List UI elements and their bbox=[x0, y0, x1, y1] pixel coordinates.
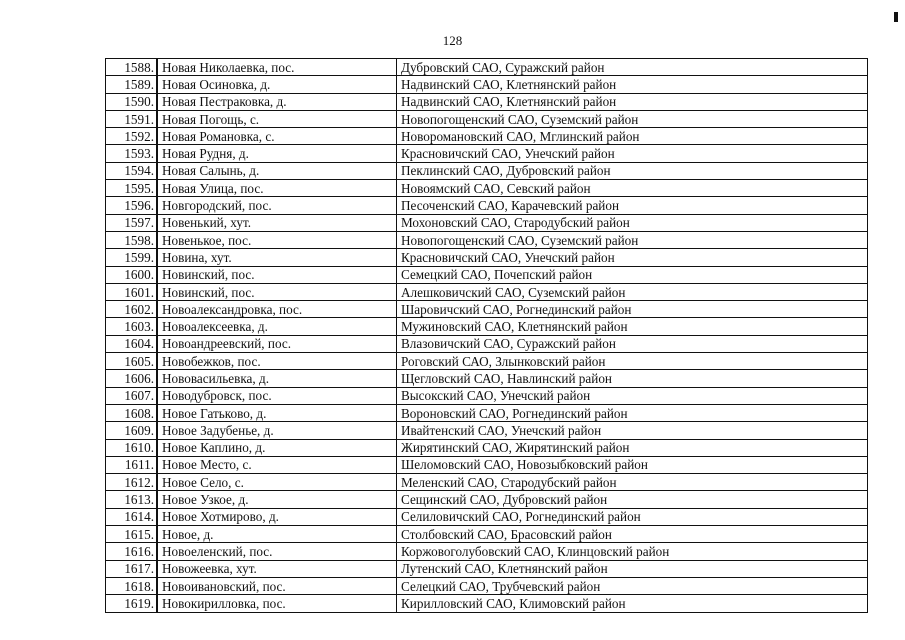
row-number: 1591. bbox=[106, 110, 158, 127]
district-name: Селецкий САО, Трубчевский район bbox=[397, 577, 868, 594]
table-row bbox=[106, 59, 868, 76]
settlements-table bbox=[105, 58, 868, 613]
district-name: Меленский САО, Стародубский район bbox=[397, 474, 868, 491]
table-row bbox=[106, 180, 868, 197]
settlement-name: Новое Задубенье, д. bbox=[157, 422, 397, 439]
settlement-name: Новожеевка, хут. bbox=[157, 560, 397, 577]
row-number: 1614. bbox=[106, 508, 158, 525]
settlement-name: Новое Хотмирово, д. bbox=[157, 508, 397, 525]
settlement-name: Новое Узкое, д. bbox=[157, 491, 397, 508]
row-number: 1596. bbox=[106, 197, 158, 214]
table-row bbox=[106, 110, 868, 127]
table-row bbox=[106, 93, 868, 110]
row-number: 1595. bbox=[106, 180, 158, 197]
table-row bbox=[106, 543, 868, 560]
district-name: Лутенский САО, Клетнянский район bbox=[397, 560, 868, 577]
settlement-name: Новое Село, с. bbox=[157, 474, 397, 491]
table-row bbox=[106, 76, 868, 93]
row-number: 1605. bbox=[106, 353, 158, 370]
district-name: Новоромановский САО, Мглинский район bbox=[397, 128, 868, 145]
row-number: 1608. bbox=[106, 404, 158, 421]
table-row bbox=[106, 560, 868, 577]
settlement-name: Новая Николаевка, пос. bbox=[157, 59, 397, 76]
district-name: Шеломовский САО, Новозыбковский район bbox=[397, 456, 868, 473]
settlement-name: Новгородский, пос. bbox=[157, 197, 397, 214]
row-number: 1615. bbox=[106, 526, 158, 543]
table-row bbox=[106, 526, 868, 543]
row-number: 1589. bbox=[106, 76, 158, 93]
table-row bbox=[106, 439, 868, 456]
row-number: 1601. bbox=[106, 283, 158, 300]
table-row bbox=[106, 577, 868, 594]
row-number: 1613. bbox=[106, 491, 158, 508]
page-number: 128 bbox=[442, 33, 463, 48]
district-name: Селиловичский САО, Рогнединский район bbox=[397, 508, 868, 525]
row-number: 1611. bbox=[106, 456, 158, 473]
district-name: Песоченский САО, Карачевский район bbox=[397, 197, 868, 214]
scan-edge-mark bbox=[894, 12, 898, 22]
row-number: 1604. bbox=[106, 335, 158, 352]
settlement-name: Новое Каплино, д. bbox=[157, 439, 397, 456]
settlement-name: Новоивановский, пос. bbox=[157, 577, 397, 594]
row-number: 1590. bbox=[106, 93, 158, 110]
settlement-name: Новенькое, пос. bbox=[157, 231, 397, 248]
settlement-name: Новое Место, с. bbox=[157, 456, 397, 473]
district-name: Кирилловский САО, Климовский район bbox=[397, 595, 868, 612]
district-name: Надвинский САО, Клетнянский район bbox=[397, 93, 868, 110]
settlement-name: Новая Рудня, д. bbox=[157, 145, 397, 162]
row-number: 1592. bbox=[106, 128, 158, 145]
settlement-name: Нововасильевка, д. bbox=[157, 370, 397, 387]
district-name: Новопогощенский САО, Суземский район bbox=[397, 231, 868, 248]
district-name: Коржовоголубовский САО, Клинцовский район bbox=[397, 543, 868, 560]
table-row bbox=[106, 231, 868, 248]
row-number: 1597. bbox=[106, 214, 158, 231]
row-number: 1609. bbox=[106, 422, 158, 439]
settlement-name: Новинский, пос. bbox=[157, 266, 397, 283]
table-row bbox=[106, 318, 868, 335]
row-number: 1598. bbox=[106, 231, 158, 248]
table-row bbox=[106, 353, 868, 370]
district-name: Надвинский САО, Клетнянский район bbox=[397, 76, 868, 93]
table-row bbox=[106, 404, 868, 421]
settlement-name: Новоеленский, пос. bbox=[157, 543, 397, 560]
settlement-name: Новая Погощь, с. bbox=[157, 110, 397, 127]
row-number: 1610. bbox=[106, 439, 158, 456]
table-row bbox=[106, 214, 868, 231]
table-row bbox=[106, 128, 868, 145]
district-name: Пеклинский САО, Дубровский район bbox=[397, 162, 868, 179]
district-name: Шаровичский САО, Рогнединский район bbox=[397, 301, 868, 318]
row-number: 1612. bbox=[106, 474, 158, 491]
district-name: Новопогощенский САО, Суземский район bbox=[397, 110, 868, 127]
settlement-name: Новая Улица, пос. bbox=[157, 180, 397, 197]
settlement-name: Новоалександровка, пос. bbox=[157, 301, 397, 318]
table-row bbox=[106, 491, 868, 508]
settlement-name: Новоалексеевка, д. bbox=[157, 318, 397, 335]
district-name: Влазовичский САО, Суражский район bbox=[397, 335, 868, 352]
row-number: 1602. bbox=[106, 301, 158, 318]
row-number: 1594. bbox=[106, 162, 158, 179]
table-row bbox=[106, 370, 868, 387]
district-name: Щегловский САО, Навлинский район bbox=[397, 370, 868, 387]
table-row bbox=[106, 249, 868, 266]
table-row bbox=[106, 422, 868, 439]
settlement-name: Новинский, пос. bbox=[157, 283, 397, 300]
table-row bbox=[106, 283, 868, 300]
district-name: Ивайтенский САО, Унечский район bbox=[397, 422, 868, 439]
row-number: 1616. bbox=[106, 543, 158, 560]
table-row bbox=[106, 474, 868, 491]
settlement-name: Новое, д. bbox=[157, 526, 397, 543]
row-number: 1607. bbox=[106, 387, 158, 404]
table-row bbox=[106, 162, 868, 179]
district-name: Красновичский САО, Унечский район bbox=[397, 145, 868, 162]
settlement-name: Новая Романовка, с. bbox=[157, 128, 397, 145]
table-row bbox=[106, 387, 868, 404]
district-name: Семецкий САО, Почепский район bbox=[397, 266, 868, 283]
table-row bbox=[106, 456, 868, 473]
row-number: 1599. bbox=[106, 249, 158, 266]
row-number: 1618. bbox=[106, 577, 158, 594]
district-name: Дубровский САО, Суражский район bbox=[397, 59, 868, 76]
settlements-table-body bbox=[106, 59, 868, 613]
settlement-name: Новая Салынь, д. bbox=[157, 162, 397, 179]
settlement-name: Новоандреевский, пос. bbox=[157, 335, 397, 352]
settlement-name: Новодубровск, пос. bbox=[157, 387, 397, 404]
district-name: Жирятинский САО, Жирятинский район bbox=[397, 439, 868, 456]
row-number: 1619. bbox=[106, 595, 158, 612]
district-name: Роговский САО, Злынковский район bbox=[397, 353, 868, 370]
district-name: Алешковичский САО, Суземский район bbox=[397, 283, 868, 300]
settlement-name: Новокирилловка, пос. bbox=[157, 595, 397, 612]
row-number: 1606. bbox=[106, 370, 158, 387]
table-row bbox=[106, 197, 868, 214]
settlement-name: Новое Гатьково, д. bbox=[157, 404, 397, 421]
settlement-name: Новая Пестраковка, д. bbox=[157, 93, 397, 110]
row-number: 1617. bbox=[106, 560, 158, 577]
district-name: Новоямский САО, Севский район bbox=[397, 180, 868, 197]
district-name: Высокский САО, Унечский район bbox=[397, 387, 868, 404]
table-row bbox=[106, 508, 868, 525]
settlement-name: Новая Осиновка, д. bbox=[157, 76, 397, 93]
table-row bbox=[106, 335, 868, 352]
district-name: Мохоновский САО, Стародубский район bbox=[397, 214, 868, 231]
row-number: 1593. bbox=[106, 145, 158, 162]
row-number: 1603. bbox=[106, 318, 158, 335]
table-row bbox=[106, 145, 868, 162]
district-name: Вороновский САО, Рогнединский район bbox=[397, 404, 868, 421]
table-row bbox=[106, 301, 868, 318]
settlement-name: Новенький, хут. bbox=[157, 214, 397, 231]
district-name: Столбовский САО, Брасовский район bbox=[397, 526, 868, 543]
row-number: 1600. bbox=[106, 266, 158, 283]
row-number: 1588. bbox=[106, 59, 158, 76]
table-row bbox=[106, 266, 868, 283]
settlement-name: Новина, хут. bbox=[157, 249, 397, 266]
settlement-name: Новобежков, пос. bbox=[157, 353, 397, 370]
district-name: Сещинский САО, Дубровский район bbox=[397, 491, 868, 508]
district-name: Мужиновский САО, Клетнянский район bbox=[397, 318, 868, 335]
district-name: Красновичский САО, Унечский район bbox=[397, 249, 868, 266]
table-row bbox=[106, 595, 868, 612]
